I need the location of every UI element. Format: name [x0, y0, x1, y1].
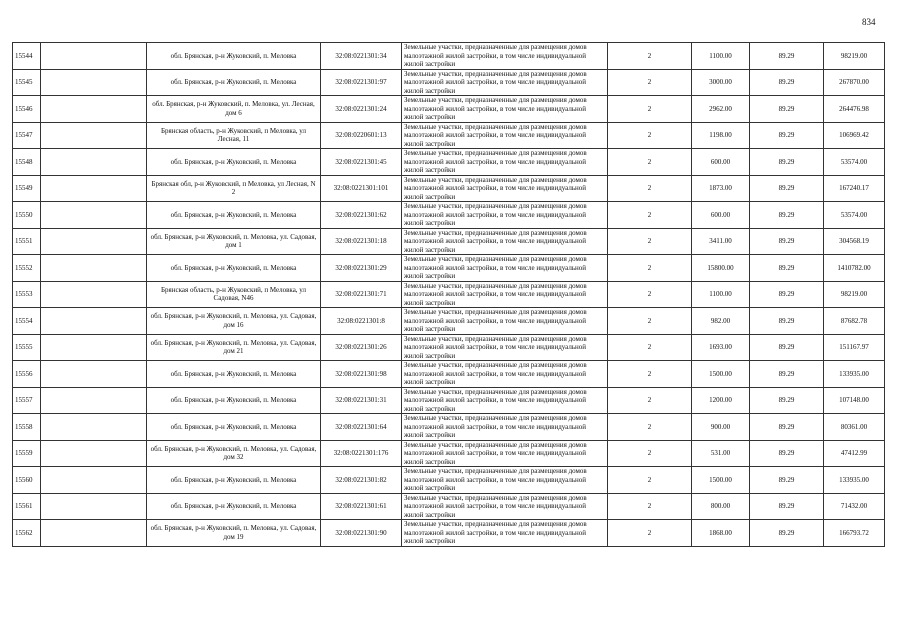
land-use-description-cell: Земельные участки, предназначенные для размещения домов малоэтажной жилой застройки, в том числе индивидуальной жилой застройки: [402, 361, 608, 388]
land-use-description-cell: Земельные участки, предназначенные для размещения домов малоэтажной жилой застройки, в том числе индивидуальной жилой застройки: [402, 440, 608, 467]
rate-cell: 89.29: [750, 467, 824, 494]
area-cell: 1873.00: [692, 175, 750, 202]
land-use-description-cell: Земельные участки, предназначенные для размещения домов малоэтажной жилой застройки, в том числе индивидуальной жилой застройки: [402, 228, 608, 255]
land-use-description-cell: Земельные участки, предназначенные для размещения домов малоэтажной жилой застройки, в том числе индивидуальной жилой застройки: [402, 122, 608, 149]
address-cell: обл. Брянская, р-н Жуковский, п. Меловка, ул. Лесная, дом 6: [147, 96, 321, 123]
category-cell: 2: [608, 334, 692, 361]
row-number-cell: 15555: [13, 334, 41, 361]
row-number-cell: 15548: [13, 149, 41, 176]
address-cell: обл. Брянская, р-н Жуковский, п. Меловка: [147, 493, 321, 520]
empty-cell: [41, 228, 147, 255]
rate-cell: 89.29: [750, 334, 824, 361]
area-cell: 2962.00: [692, 96, 750, 123]
table-row: [13, 334, 885, 361]
cadastral-number-cell: 32:08:0221301:176: [321, 440, 402, 467]
empty-cell: [41, 520, 147, 547]
row-number-cell: 15553: [13, 281, 41, 308]
cadastral-cost-cell: 304568.19: [824, 228, 885, 255]
address-cell: обл. Брянская, р-н Жуковский, п. Меловка: [147, 255, 321, 282]
category-cell: 2: [608, 228, 692, 255]
cadastral-number-cell: 32:08:0221301:90: [321, 520, 402, 547]
table-row: [13, 255, 885, 282]
cadastral-number-cell: 32:08:0221301:26: [321, 334, 402, 361]
row-number-cell: 15547: [13, 122, 41, 149]
table-row: [13, 308, 885, 335]
row-number-cell: 15562: [13, 520, 41, 547]
land-use-description-cell: Земельные участки, предназначенные для размещения домов малоэтажной жилой застройки, в том числе индивидуальной жилой застройки: [402, 467, 608, 494]
empty-cell: [41, 281, 147, 308]
empty-cell: [41, 69, 147, 96]
cadastral-cost-cell: 151167.97: [824, 334, 885, 361]
land-use-description-cell: Земельные участки, предназначенные для размещения домов малоэтажной жилой застройки, в том числе индивидуальной жилой застройки: [402, 308, 608, 335]
area-cell: 1500.00: [692, 467, 750, 494]
category-cell: 2: [608, 122, 692, 149]
empty-cell: [41, 43, 147, 70]
table-row: [13, 69, 885, 96]
category-cell: 2: [608, 308, 692, 335]
table-row: [13, 122, 885, 149]
rate-cell: 89.29: [750, 308, 824, 335]
land-use-description-cell: Земельные участки, предназначенные для размещения домов малоэтажной жилой застройки, в том числе индивидуальной жилой застройки: [402, 334, 608, 361]
cadastral-number-cell: 32:08:0221301:62: [321, 202, 402, 229]
cadastral-cost-cell: 53574.00: [824, 202, 885, 229]
table-row: [13, 43, 885, 70]
cadastral-cost-cell: 133935.00: [824, 361, 885, 388]
category-cell: 2: [608, 96, 692, 123]
cadastral-cost-cell: 80361.00: [824, 414, 885, 441]
rate-cell: 89.29: [750, 414, 824, 441]
land-use-description-cell: Земельные участки, предназначенные для размещения домов малоэтажной жилой застройки, в том числе индивидуальной жилой застройки: [402, 281, 608, 308]
area-cell: 1200.00: [692, 387, 750, 414]
category-cell: 2: [608, 202, 692, 229]
address-cell: обл. Брянская, р-н Жуковский, п. Меловка: [147, 202, 321, 229]
rate-cell: 89.29: [750, 281, 824, 308]
cadastral-number-cell: 32:08:0221301:8: [321, 308, 402, 335]
cadastral-cost-cell: 133935.00: [824, 467, 885, 494]
land-use-description-cell: Земельные участки, предназначенные для размещения домов малоэтажной жилой застройки, в том числе индивидуальной жилой застройки: [402, 149, 608, 176]
table-row: [13, 361, 885, 388]
area-cell: 800.00: [692, 493, 750, 520]
table-row: [13, 493, 885, 520]
area-cell: 3411.00: [692, 228, 750, 255]
table-body: [13, 43, 885, 547]
table-row: [13, 281, 885, 308]
table-row: [13, 520, 885, 547]
category-cell: 2: [608, 361, 692, 388]
rate-cell: 89.29: [750, 69, 824, 96]
row-number-cell: 15559: [13, 440, 41, 467]
address-cell: обл. Брянская, р-н Жуковский, п. Меловка: [147, 467, 321, 494]
cadastral-cost-cell: 167240.17: [824, 175, 885, 202]
address-cell: обл. Брянская, р-н Жуковский, п. Меловка: [147, 387, 321, 414]
cadastral-number-cell: 32:08:0221301:29: [321, 255, 402, 282]
row-number-cell: 15545: [13, 69, 41, 96]
cadastral-cost-cell: 107148.00: [824, 387, 885, 414]
cadastral-cost-cell: 98219.00: [824, 281, 885, 308]
address-cell: обл. Брянская, р-н Жуковский, п. Меловка: [147, 43, 321, 70]
rate-cell: 89.29: [750, 440, 824, 467]
row-number-cell: 15552: [13, 255, 41, 282]
cadastral-number-cell: 32:08:0221301:101: [321, 175, 402, 202]
page-number: 834: [862, 17, 876, 27]
rate-cell: 89.29: [750, 255, 824, 282]
category-cell: 2: [608, 281, 692, 308]
area-cell: 600.00: [692, 149, 750, 176]
rate-cell: 89.29: [750, 96, 824, 123]
cadastral-cost-cell: 106969.42: [824, 122, 885, 149]
category-cell: 2: [608, 175, 692, 202]
cadastral-number-cell: 32:08:0220601:13: [321, 122, 402, 149]
empty-cell: [41, 96, 147, 123]
address-cell: Брянская область, р-н Жуковский, п Меловка, ул Лесная, 11: [147, 122, 321, 149]
rate-cell: 89.29: [750, 175, 824, 202]
row-number-cell: 15560: [13, 467, 41, 494]
area-cell: 1100.00: [692, 43, 750, 70]
address-cell: обл. Брянская, р-н Жуковский, п. Меловка, ул. Садовая, дом 19: [147, 520, 321, 547]
area-cell: 600.00: [692, 202, 750, 229]
empty-cell: [41, 440, 147, 467]
area-cell: 1693.00: [692, 334, 750, 361]
address-cell: обл. Брянская, р-н Жуковский, п. Меловка: [147, 149, 321, 176]
rate-cell: 89.29: [750, 361, 824, 388]
area-cell: 531.00: [692, 440, 750, 467]
table-row: [13, 414, 885, 441]
table-row: [13, 387, 885, 414]
cadastral-number-cell: 32:08:0221301:82: [321, 467, 402, 494]
rate-cell: 89.29: [750, 122, 824, 149]
empty-cell: [41, 308, 147, 335]
category-cell: 2: [608, 493, 692, 520]
category-cell: 2: [608, 255, 692, 282]
land-plots-table: [12, 42, 885, 547]
area-cell: 15800.00: [692, 255, 750, 282]
address-cell: обл. Брянская, р-н Жуковский, п. Меловка, ул. Садовая, дом 32: [147, 440, 321, 467]
address-cell: обл. Брянская, р-н Жуковский, п. Меловка, ул. Садовая, дом 21: [147, 334, 321, 361]
rate-cell: 89.29: [750, 202, 824, 229]
row-number-cell: 15561: [13, 493, 41, 520]
empty-cell: [41, 493, 147, 520]
land-use-description-cell: Земельные участки, предназначенные для размещения домов малоэтажной жилой застройки, в том числе индивидуальной жилой застройки: [402, 520, 608, 547]
land-use-description-cell: Земельные участки, предназначенные для размещения домов малоэтажной жилой застройки, в том числе индивидуальной жилой застройки: [402, 202, 608, 229]
table-row: [13, 96, 885, 123]
table-row: [13, 467, 885, 494]
area-cell: 3000.00: [692, 69, 750, 96]
cadastral-number-cell: 32:08:0221301:64: [321, 414, 402, 441]
address-cell: Брянская обл, р-н Жуковский, п Меловка, ул Лесная, N 2: [147, 175, 321, 202]
address-cell: обл. Брянская, р-н Жуковский, п. Меловка: [147, 361, 321, 388]
cadastral-number-cell: 32:08:0221301:45: [321, 149, 402, 176]
address-cell: обл. Брянская, р-н Жуковский, п. Меловка, ул. Садовая, дом 1: [147, 228, 321, 255]
area-cell: 1868.00: [692, 520, 750, 547]
land-use-description-cell: Земельные участки, предназначенные для размещения домов малоэтажной жилой застройки, в том числе индивидуальной жилой застройки: [402, 96, 608, 123]
rate-cell: 89.29: [750, 228, 824, 255]
cadastral-number-cell: 32:08:0221301:24: [321, 96, 402, 123]
cadastral-cost-cell: 1410782.00: [824, 255, 885, 282]
area-cell: 1198.00: [692, 122, 750, 149]
cadastral-number-cell: 32:08:0221301:34: [321, 43, 402, 70]
row-number-cell: 15546: [13, 96, 41, 123]
area-cell: 1500.00: [692, 361, 750, 388]
row-number-cell: 15550: [13, 202, 41, 229]
rate-cell: 89.29: [750, 387, 824, 414]
rate-cell: 89.29: [750, 493, 824, 520]
cadastral-number-cell: 32:08:0221301:18: [321, 228, 402, 255]
table-row: [13, 440, 885, 467]
rate-cell: 89.29: [750, 520, 824, 547]
address-cell: Брянская область, р-н Жуковский, п Меловка, ул Садовая, N46: [147, 281, 321, 308]
category-cell: 2: [608, 440, 692, 467]
cadastral-cost-cell: 166793.72: [824, 520, 885, 547]
cadastral-cost-cell: 47412.99: [824, 440, 885, 467]
cadastral-cost-cell: 71432.00: [824, 493, 885, 520]
empty-cell: [41, 149, 147, 176]
land-use-description-cell: Земельные участки, предназначенные для размещения домов малоэтажной жилой застройки, в том числе индивидуальной жилой застройки: [402, 255, 608, 282]
empty-cell: [41, 334, 147, 361]
rate-cell: 89.29: [750, 149, 824, 176]
table-row: [13, 175, 885, 202]
category-cell: 2: [608, 414, 692, 441]
empty-cell: [41, 255, 147, 282]
category-cell: 2: [608, 520, 692, 547]
land-use-description-cell: Земельные участки, предназначенные для размещения домов малоэтажной жилой застройки, в том числе индивидуальной жилой застройки: [402, 69, 608, 96]
cadastral-number-cell: 32:08:0221301:98: [321, 361, 402, 388]
rate-cell: 89.29: [750, 43, 824, 70]
row-number-cell: 15551: [13, 228, 41, 255]
category-cell: 2: [608, 43, 692, 70]
empty-cell: [41, 361, 147, 388]
table-row: [13, 202, 885, 229]
table-row: [13, 149, 885, 176]
address-cell: обл. Брянская, р-н Жуковский, п. Меловка: [147, 414, 321, 441]
row-number-cell: 15556: [13, 361, 41, 388]
cadastral-number-cell: 32:08:0221301:61: [321, 493, 402, 520]
category-cell: 2: [608, 467, 692, 494]
land-use-description-cell: Земельные участки, предназначенные для размещения домов малоэтажной жилой застройки, в том числе индивидуальной жилой застройки: [402, 175, 608, 202]
area-cell: 900.00: [692, 414, 750, 441]
empty-cell: [41, 175, 147, 202]
category-cell: 2: [608, 387, 692, 414]
row-number-cell: 15558: [13, 414, 41, 441]
land-use-description-cell: Земельные участки, предназначенные для размещения домов малоэтажной жилой застройки, в том числе индивидуальной жилой застройки: [402, 414, 608, 441]
row-number-cell: 15554: [13, 308, 41, 335]
land-use-description-cell: Земельные участки, предназначенные для размещения домов малоэтажной жилой застройки, в том числе индивидуальной жилой застройки: [402, 493, 608, 520]
cadastral-number-cell: 32:08:0221301:71: [321, 281, 402, 308]
empty-cell: [41, 387, 147, 414]
land-use-description-cell: Земельные участки, предназначенные для размещения домов малоэтажной жилой застройки, в том числе индивидуальной жилой застройки: [402, 387, 608, 414]
cadastral-cost-cell: 267870.00: [824, 69, 885, 96]
category-cell: 2: [608, 69, 692, 96]
area-cell: 982.00: [692, 308, 750, 335]
address-cell: обл. Брянская, р-н Жуковский, п. Меловка: [147, 69, 321, 96]
cadastral-cost-cell: 264476.98: [824, 96, 885, 123]
empty-cell: [41, 202, 147, 229]
row-number-cell: 15544: [13, 43, 41, 70]
empty-cell: [41, 467, 147, 494]
row-number-cell: 15557: [13, 387, 41, 414]
cadastral-number-cell: 32:08:0221301:31: [321, 387, 402, 414]
table-row: [13, 228, 885, 255]
empty-cell: [41, 414, 147, 441]
row-number-cell: 15549: [13, 175, 41, 202]
cadastral-number-cell: 32:08:0221301:97: [321, 69, 402, 96]
cadastral-cost-cell: 53574.00: [824, 149, 885, 176]
cadastral-cost-cell: 87682.78: [824, 308, 885, 335]
cadastral-cost-cell: 98219.00: [824, 43, 885, 70]
area-cell: 1100.00: [692, 281, 750, 308]
category-cell: 2: [608, 149, 692, 176]
address-cell: обл. Брянская, р-н Жуковский, п. Меловка, ул. Садовая, дом 16: [147, 308, 321, 335]
land-use-description-cell: Земельные участки, предназначенные для размещения домов малоэтажной жилой застройки, в том числе индивидуальной жилой застройки: [402, 43, 608, 70]
empty-cell: [41, 122, 147, 149]
